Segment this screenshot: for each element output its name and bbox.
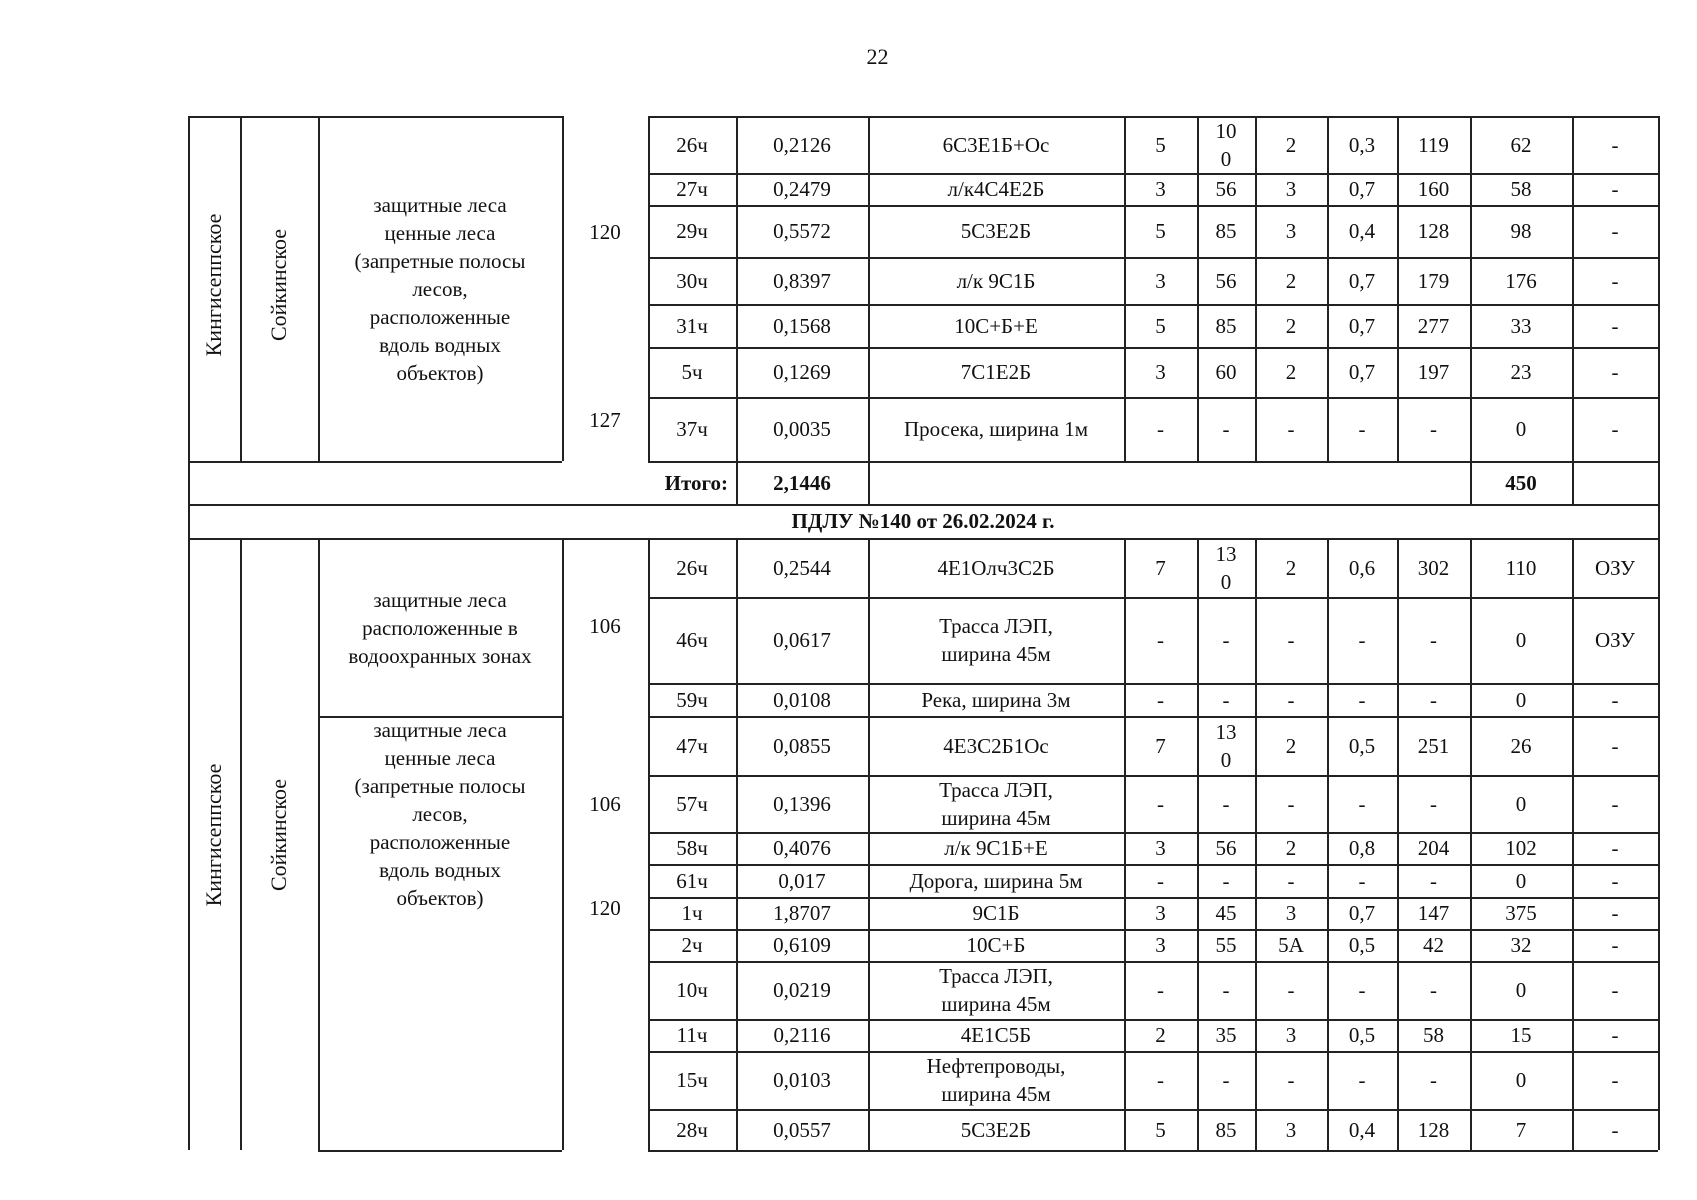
age-class-cell: 2 — [1155, 1023, 1166, 1047]
density-cell: - — [1358, 868, 1366, 893]
parcel-cell: 1ч — [681, 901, 703, 925]
stock-per-ha-cell: 42 — [1423, 933, 1444, 957]
quarter-number: 120 — [589, 896, 621, 920]
page-number: 22 — [866, 44, 889, 69]
stock-total-cell: 33 — [1510, 313, 1532, 338]
stock-per-ha-cell: 147 — [1417, 901, 1450, 925]
age-cell: 56 — [1215, 836, 1237, 860]
quarter-number: 127 — [589, 408, 621, 432]
age-class-cell: 5 — [1155, 1117, 1166, 1142]
age-cell: - — [1222, 417, 1230, 441]
age-class-cell: 3 — [1155, 268, 1166, 293]
bonitet-cell: - — [1287, 868, 1295, 893]
note-cell: - — [1611, 132, 1619, 157]
stock-per-ha-cell: 302 — [1417, 555, 1450, 580]
quarter-number: 106 — [589, 792, 621, 816]
area-cell: 1,8707 — [773, 901, 831, 925]
bonitet-cell: 3 — [1285, 177, 1297, 201]
stock-total-cell: 23 — [1510, 360, 1532, 384]
bonitet-cell: - — [1287, 791, 1295, 816]
density-cell: 0,7 — [1348, 901, 1376, 925]
stock-total-cell: 102 — [1505, 836, 1537, 860]
age-class-cell: - — [1157, 687, 1164, 712]
bonitet-cell: - — [1287, 1068, 1295, 1092]
bonitet-cell: 2 — [1285, 555, 1297, 580]
age-cell: 85 — [1215, 219, 1237, 243]
stock-total-cell: 15 — [1510, 1023, 1532, 1047]
total-label: Итого: — [664, 470, 728, 495]
composition-cell: л/к 9С1Б+Е — [944, 836, 1048, 860]
parcel-cell: 5ч — [681, 360, 703, 384]
parcel-cell: 11ч — [676, 1023, 708, 1047]
age-class-cell: - — [1157, 978, 1164, 1002]
stock-total-cell: 26 — [1510, 733, 1532, 758]
area-cell: 0,2126 — [773, 132, 831, 157]
stock-per-ha-cell: 204 — [1417, 836, 1450, 860]
stock-per-ha-cell: - — [1430, 868, 1437, 893]
area-cell: 0,2116 — [773, 1023, 831, 1047]
age-cell: 56 — [1215, 268, 1237, 293]
note-cell: - — [1611, 268, 1619, 293]
age-class-cell: 5 — [1155, 313, 1166, 338]
composition-cell: 4Е1Олч3С2Б — [937, 555, 1055, 580]
parcel-cell: 2ч — [681, 933, 703, 957]
age-class-cell: 5 — [1155, 219, 1166, 243]
note-cell: - — [1611, 417, 1619, 441]
age-class-cell: - — [1157, 868, 1164, 893]
density-cell: - — [1358, 791, 1366, 816]
composition-cell: Трасса ЛЭП, ширина 45м — [939, 614, 1053, 666]
section-header: ПДЛУ №140 от 26.02.2024 г. — [791, 509, 1055, 533]
age-cell: - — [1222, 687, 1230, 712]
composition-cell: Дорога, ширина 5м — [909, 868, 1083, 893]
parcel-cell: 30ч — [676, 268, 708, 293]
bonitet-cell: 2 — [1285, 132, 1297, 157]
bonitet-cell: 3 — [1285, 1023, 1297, 1047]
forestry-label: Сойкинское — [266, 228, 291, 342]
parcel-cell: 47ч — [676, 733, 708, 758]
note-cell: - — [1611, 360, 1619, 384]
stock-total-cell: 0 — [1515, 687, 1527, 712]
age-cell: 35 — [1215, 1023, 1237, 1047]
density-cell: - — [1358, 417, 1366, 441]
density-cell: 0,7 — [1348, 313, 1376, 338]
age-cell: 55 — [1215, 933, 1237, 957]
stock-total-cell: 0 — [1515, 978, 1527, 1002]
density-cell: 0,7 — [1348, 360, 1376, 384]
composition-cell: 6С3Е1Б+Ос — [942, 132, 1050, 157]
composition-cell: л/к 9С1Б — [956, 268, 1036, 293]
area-cell: 0,0035 — [773, 417, 831, 441]
bonitet-cell: 2 — [1285, 836, 1297, 860]
quarter-number: 120 — [589, 220, 621, 244]
total-area: 2,1446 — [773, 470, 831, 495]
parcel-cell: 15ч — [676, 1068, 708, 1092]
density-cell: 0,5 — [1348, 1023, 1376, 1047]
note-cell: - — [1611, 933, 1619, 957]
density-cell: - — [1358, 628, 1366, 652]
parcel-cell: 29ч — [676, 219, 708, 243]
age-class-cell: 3 — [1155, 836, 1166, 860]
note-cell: - — [1611, 313, 1619, 338]
density-cell: - — [1358, 1068, 1366, 1092]
age-cell: 85 — [1215, 313, 1237, 338]
composition-cell: Просека, ширина 1м — [903, 417, 1089, 441]
area-cell: 0,1568 — [773, 313, 831, 338]
age-class-cell: 3 — [1155, 177, 1166, 201]
density-cell: 0,4 — [1348, 219, 1376, 243]
area-cell: 0,0855 — [773, 733, 831, 758]
note-cell: - — [1611, 901, 1619, 925]
stock-total-cell: 0 — [1515, 628, 1527, 652]
age-class-cell: - — [1157, 1068, 1164, 1092]
stock-per-ha-cell: 58 — [1423, 1023, 1444, 1047]
stock-total-cell: 375 — [1505, 901, 1537, 925]
composition-cell: 4Е1С5Б — [960, 1023, 1032, 1047]
age-cell: 10 0 — [1215, 118, 1237, 171]
age-class-cell: 7 — [1155, 555, 1166, 580]
density-cell: 0,7 — [1348, 268, 1376, 293]
age-class-cell: 3 — [1155, 360, 1166, 384]
parcel-cell: 46ч — [676, 628, 708, 652]
age-cell: 45 — [1215, 901, 1237, 925]
composition-cell: 7С1Е2Б — [960, 360, 1032, 384]
bonitet-cell: 2 — [1285, 733, 1297, 758]
stock-per-ha-cell: - — [1430, 1068, 1437, 1092]
age-class-cell: - — [1157, 628, 1164, 652]
age-class-cell: 3 — [1155, 901, 1166, 925]
age-cell: - — [1222, 868, 1230, 893]
stock-per-ha-cell: 128 — [1417, 1117, 1450, 1142]
age-cell: - — [1222, 1068, 1230, 1092]
note-cell: - — [1611, 1117, 1619, 1142]
stock-per-ha-cell: - — [1430, 417, 1437, 441]
parcel-cell: 57ч — [676, 791, 708, 816]
density-cell: - — [1358, 687, 1366, 712]
area-cell: 0,2479 — [773, 177, 831, 201]
area-cell: 0,5572 — [773, 219, 831, 243]
parcel-cell: 26ч — [676, 555, 708, 580]
stock-total-cell: 58 — [1510, 177, 1532, 201]
category-label: защитные леса ценные леса (запретные полосы лесов, расположенные вдоль водных объектов) — [354, 718, 526, 910]
age-cell: 13 0 — [1215, 719, 1237, 772]
district-label: Кингисеппское — [201, 763, 226, 907]
stock-per-ha-cell: - — [1430, 628, 1437, 652]
note-cell: ОЗУ — [1594, 628, 1636, 652]
note-cell: - — [1611, 868, 1619, 893]
composition-cell: Нефтепроводы, ширина 45м — [926, 1054, 1066, 1106]
age-cell: - — [1222, 978, 1230, 1002]
area-cell: 0,0108 — [773, 687, 831, 712]
parcel-cell: 27ч — [676, 177, 708, 201]
note-cell: - — [1611, 177, 1619, 201]
composition-cell: Река, ширина 3м — [921, 687, 1071, 712]
density-cell: 0,4 — [1348, 1117, 1376, 1142]
stock-total-cell: 62 — [1510, 132, 1532, 157]
note-cell: - — [1611, 733, 1619, 758]
bonitet-cell: - — [1287, 417, 1295, 441]
stock-per-ha-cell: 197 — [1417, 360, 1450, 384]
composition-cell: Трасса ЛЭП, ширина 45м — [939, 777, 1053, 830]
stock-total-cell: 0 — [1515, 1068, 1527, 1092]
parcel-cell: 10ч — [676, 978, 708, 1002]
category-label: защитные леса ценные леса (запретные полосы лесов, расположенные вдоль водных объектов) — [354, 192, 526, 385]
note-cell: - — [1611, 219, 1619, 243]
quarter-number: 106 — [589, 614, 621, 638]
parcel-cell: 58ч — [676, 836, 708, 860]
stock-per-ha-cell: - — [1430, 687, 1437, 712]
composition-cell: 9С1Б — [972, 901, 1020, 925]
stock-total-cell: 0 — [1515, 868, 1527, 893]
bonitet-cell: 3 — [1285, 901, 1297, 925]
area-cell: 0,6109 — [773, 933, 831, 957]
age-cell: - — [1222, 791, 1230, 816]
bonitet-cell: 3 — [1285, 1117, 1297, 1142]
stock-per-ha-cell: 251 — [1417, 733, 1450, 758]
bonitet-cell: - — [1287, 628, 1295, 652]
parcel-cell: 26ч — [676, 132, 708, 157]
area-cell: 0,1396 — [773, 791, 831, 816]
note-cell: ОЗУ — [1594, 555, 1636, 580]
area-cell: 0,0557 — [773, 1117, 831, 1142]
parcel-cell: 61ч — [676, 868, 708, 893]
stock-total-cell: 98 — [1510, 219, 1532, 243]
note-cell: - — [1611, 791, 1619, 816]
stock-total-cell: 0 — [1515, 417, 1527, 441]
age-class-cell: - — [1157, 791, 1164, 816]
composition-cell: 5С3Е2Б — [960, 219, 1032, 243]
composition-cell: 4Е3С2Б1Ос — [943, 733, 1049, 758]
area-cell: 0,2544 — [773, 555, 831, 580]
stock-per-ha-cell: - — [1430, 978, 1437, 1002]
stock-total-cell: 110 — [1505, 555, 1537, 580]
age-cell: 60 — [1215, 360, 1237, 384]
district-label: Кингисеппское — [201, 213, 226, 357]
stock-total-cell: 176 — [1505, 268, 1537, 293]
stock-total-cell: 32 — [1510, 933, 1532, 957]
note-cell: - — [1611, 836, 1619, 860]
age-cell: 56 — [1215, 177, 1237, 201]
bonitet-cell: 2 — [1285, 360, 1297, 384]
density-cell: 0,5 — [1348, 933, 1376, 957]
age-cell: 85 — [1215, 1117, 1237, 1142]
note-cell: - — [1611, 687, 1619, 712]
stock-per-ha-cell: 128 — [1417, 219, 1450, 243]
area-cell: 0,0103 — [773, 1068, 831, 1092]
parcel-cell: 59ч — [676, 687, 708, 712]
density-cell: 0,3 — [1348, 132, 1376, 157]
stock-total-cell: 7 — [1515, 1117, 1527, 1142]
parcel-cell: 31ч — [676, 313, 708, 338]
density-cell: 0,6 — [1348, 555, 1376, 580]
age-class-cell: - — [1157, 417, 1164, 441]
bonitet-cell: 2 — [1285, 268, 1297, 293]
note-cell: - — [1611, 1068, 1619, 1092]
stock-per-ha-cell: 119 — [1418, 132, 1449, 157]
density-cell: 0,5 — [1348, 733, 1376, 758]
composition-cell: 5С3Е2Б — [960, 1117, 1032, 1142]
composition-cell: 10С+Б — [966, 933, 1026, 957]
stock-total-cell: 0 — [1515, 791, 1527, 816]
area-cell: 0,8397 — [773, 268, 831, 293]
bonitet-cell: - — [1287, 978, 1295, 1002]
forestry-label: Сойкинское — [266, 778, 291, 892]
density-cell: 0,8 — [1348, 836, 1376, 860]
age-class-cell: 5 — [1155, 132, 1166, 157]
parcel-cell: 37ч — [676, 417, 708, 441]
stock-per-ha-cell: - — [1430, 791, 1437, 816]
stock-per-ha-cell: 160 — [1417, 177, 1450, 201]
age-class-cell: 3 — [1155, 933, 1166, 957]
bonitet-cell: - — [1287, 687, 1295, 712]
area-cell: 0,0617 — [773, 628, 831, 652]
composition-cell: 10С+Б+Е — [954, 313, 1038, 338]
note-cell: - — [1611, 978, 1619, 1002]
age-class-cell: 7 — [1155, 733, 1166, 758]
parcel-cell: 28ч — [676, 1117, 708, 1142]
bonitet-cell: 3 — [1285, 219, 1297, 243]
bonitet-cell: 5А — [1278, 933, 1304, 957]
area-cell: 0,0219 — [773, 978, 831, 1002]
composition-cell: Трасса ЛЭП, ширина 45м — [939, 964, 1053, 1016]
bonitet-cell: 2 — [1285, 313, 1297, 338]
category-label: защитные леса расположенные в водоохранных зонах — [348, 587, 532, 668]
area-cell: 0,4076 — [773, 836, 831, 860]
composition-cell: л/к4С4Е2Б — [947, 177, 1045, 201]
note-cell: - — [1611, 1023, 1619, 1047]
age-cell: - — [1222, 628, 1230, 652]
area-cell: 0,1269 — [773, 360, 831, 384]
density-cell: - — [1358, 978, 1366, 1002]
age-cell: 13 0 — [1215, 541, 1237, 594]
density-cell: 0,7 — [1348, 177, 1376, 201]
stock-per-ha-cell: 277 — [1417, 313, 1450, 338]
stock-per-ha-cell: 179 — [1417, 268, 1450, 293]
area-cell: 0,017 — [778, 868, 826, 893]
total-volume: 450 — [1505, 470, 1537, 495]
